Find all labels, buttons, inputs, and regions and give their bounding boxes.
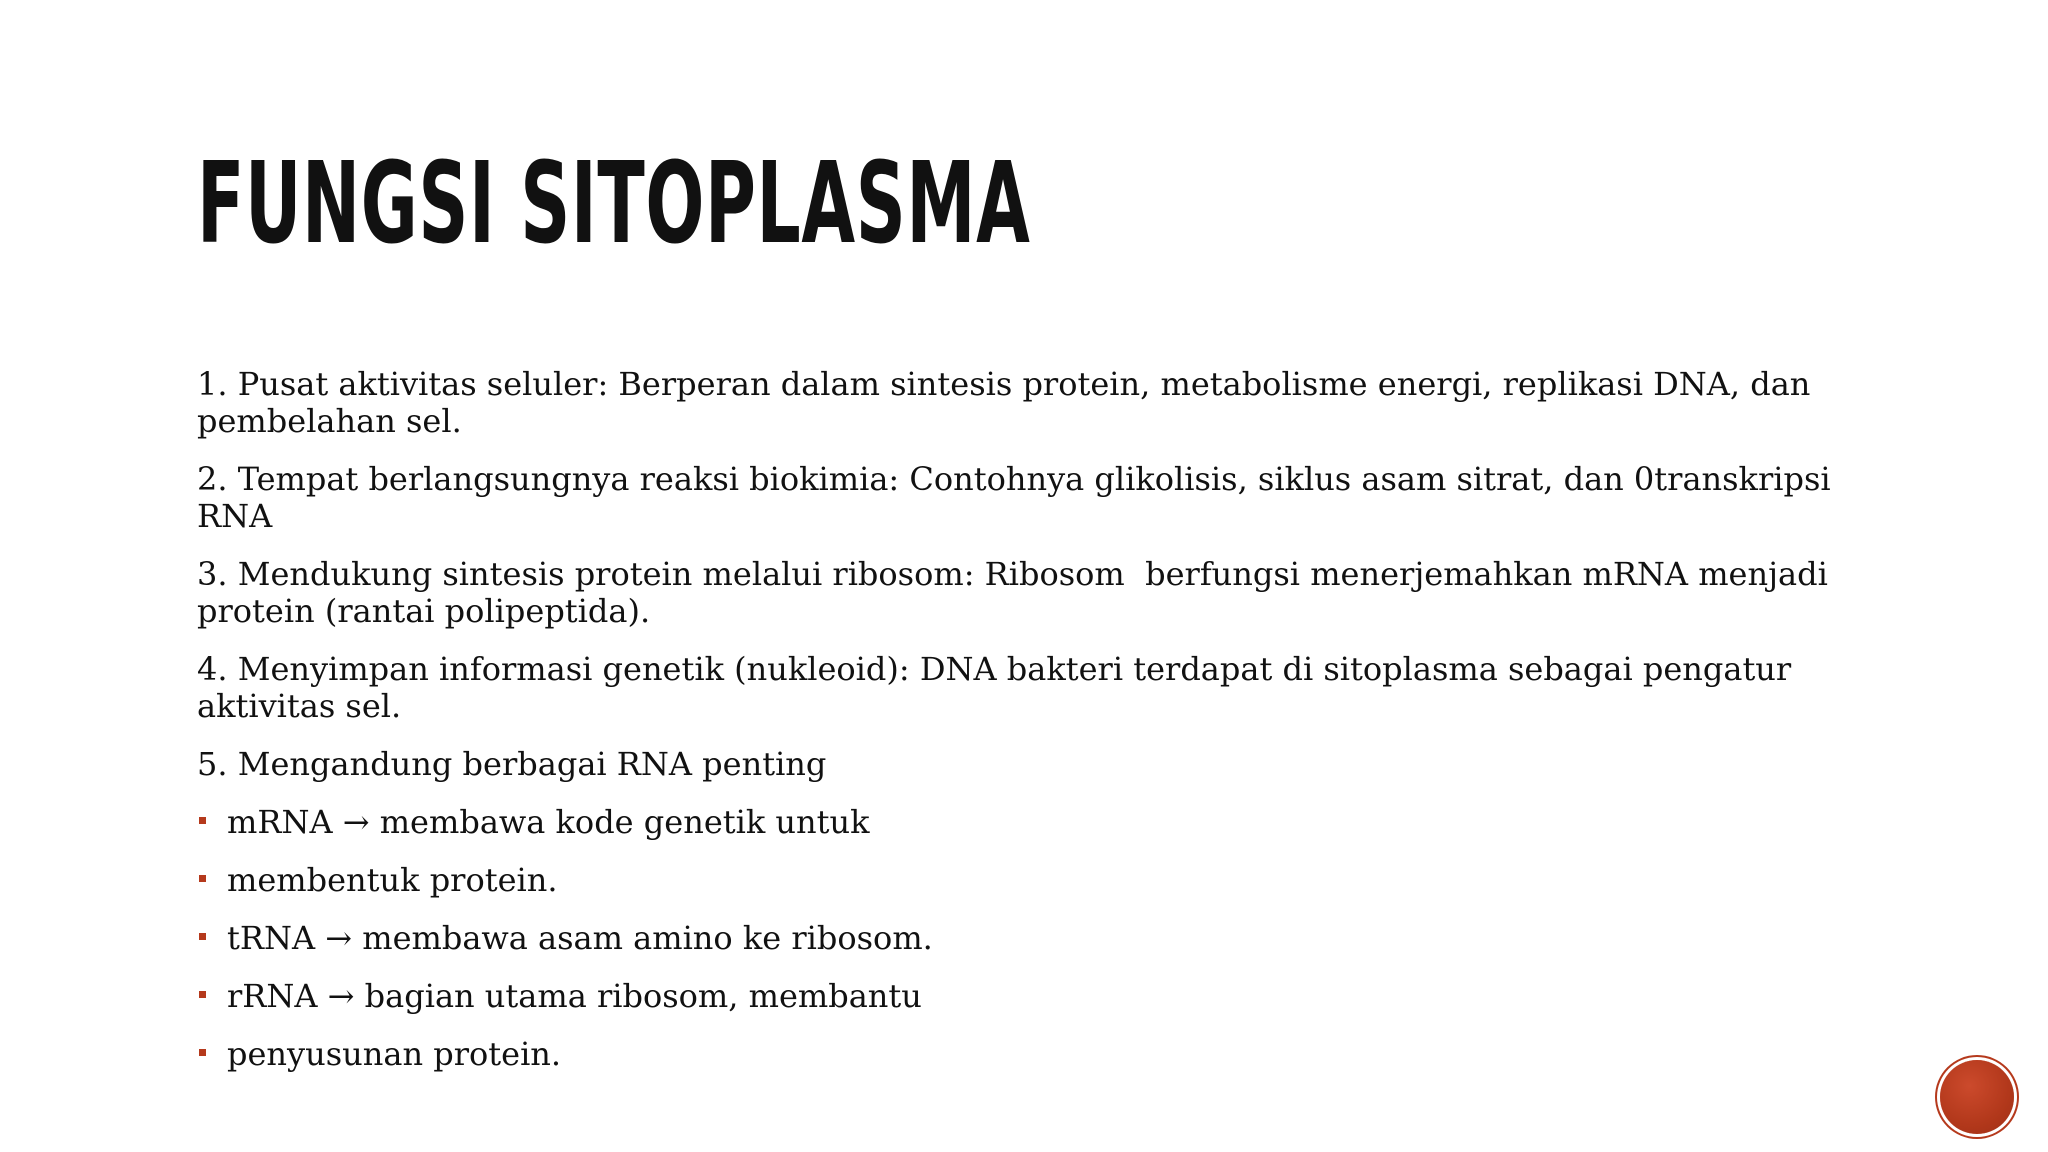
- bullet-text: rRNA → bagian utama ribosom, membantu: [227, 977, 922, 1015]
- square-bullet-icon: [199, 1049, 206, 1056]
- slide-title: FUNGSI SITOPLASMA: [197, 139, 1031, 269]
- bullet-text: membentuk protein.: [227, 861, 558, 899]
- bullet-text: tRNA → membawa asam amino ke ribosom.: [227, 919, 933, 957]
- square-bullet-icon: [199, 933, 206, 940]
- paragraph-5: 5. Mengandung berbagai RNA penting: [197, 745, 827, 783]
- bullet-item: [197, 862, 1897, 899]
- paragraph-3: 3. Mendukung sintesis protein melalui ribosom: Ribosom berfungsi menerjemahkan mRNA menjadi protein (rantai polipeptida).: [197, 555, 1838, 630]
- paragraph-1: 1. Pusat aktivitas seluler: Berperan dalam sintesis protein, metabolisme energi, replikasi DNA, dan pembelahan sel.: [197, 365, 1821, 440]
- bullet-item: [197, 920, 1897, 957]
- bullet-item: [197, 978, 1897, 1015]
- paragraph-4: 4. Menyimpan informasi genetik (nukleoid): DNA bakteri terdapat di sitoplasma sebagai pengatur aktivitas sel.: [197, 650, 1802, 725]
- bullet-text: penyusunan protein.: [227, 1035, 562, 1073]
- bullet-item: [197, 804, 1897, 841]
- bullet-list: [197, 804, 1897, 1073]
- square-bullet-icon: [199, 875, 206, 882]
- slide-nav-circle-icon[interactable]: [1940, 1060, 2014, 1134]
- slide-content: [197, 366, 1897, 1094]
- paragraph-2: 2. Tempat berlangsungnya reaksi biokimia: Contohnya glikolisis, siklus asam sitrat, dan 0transkripsi RNA: [197, 460, 1841, 535]
- bullet-item: [197, 1036, 1897, 1073]
- square-bullet-icon: [199, 817, 206, 824]
- square-bullet-icon: [199, 991, 206, 998]
- bullet-text: mRNA → membawa kode genetik untuk: [227, 803, 870, 841]
